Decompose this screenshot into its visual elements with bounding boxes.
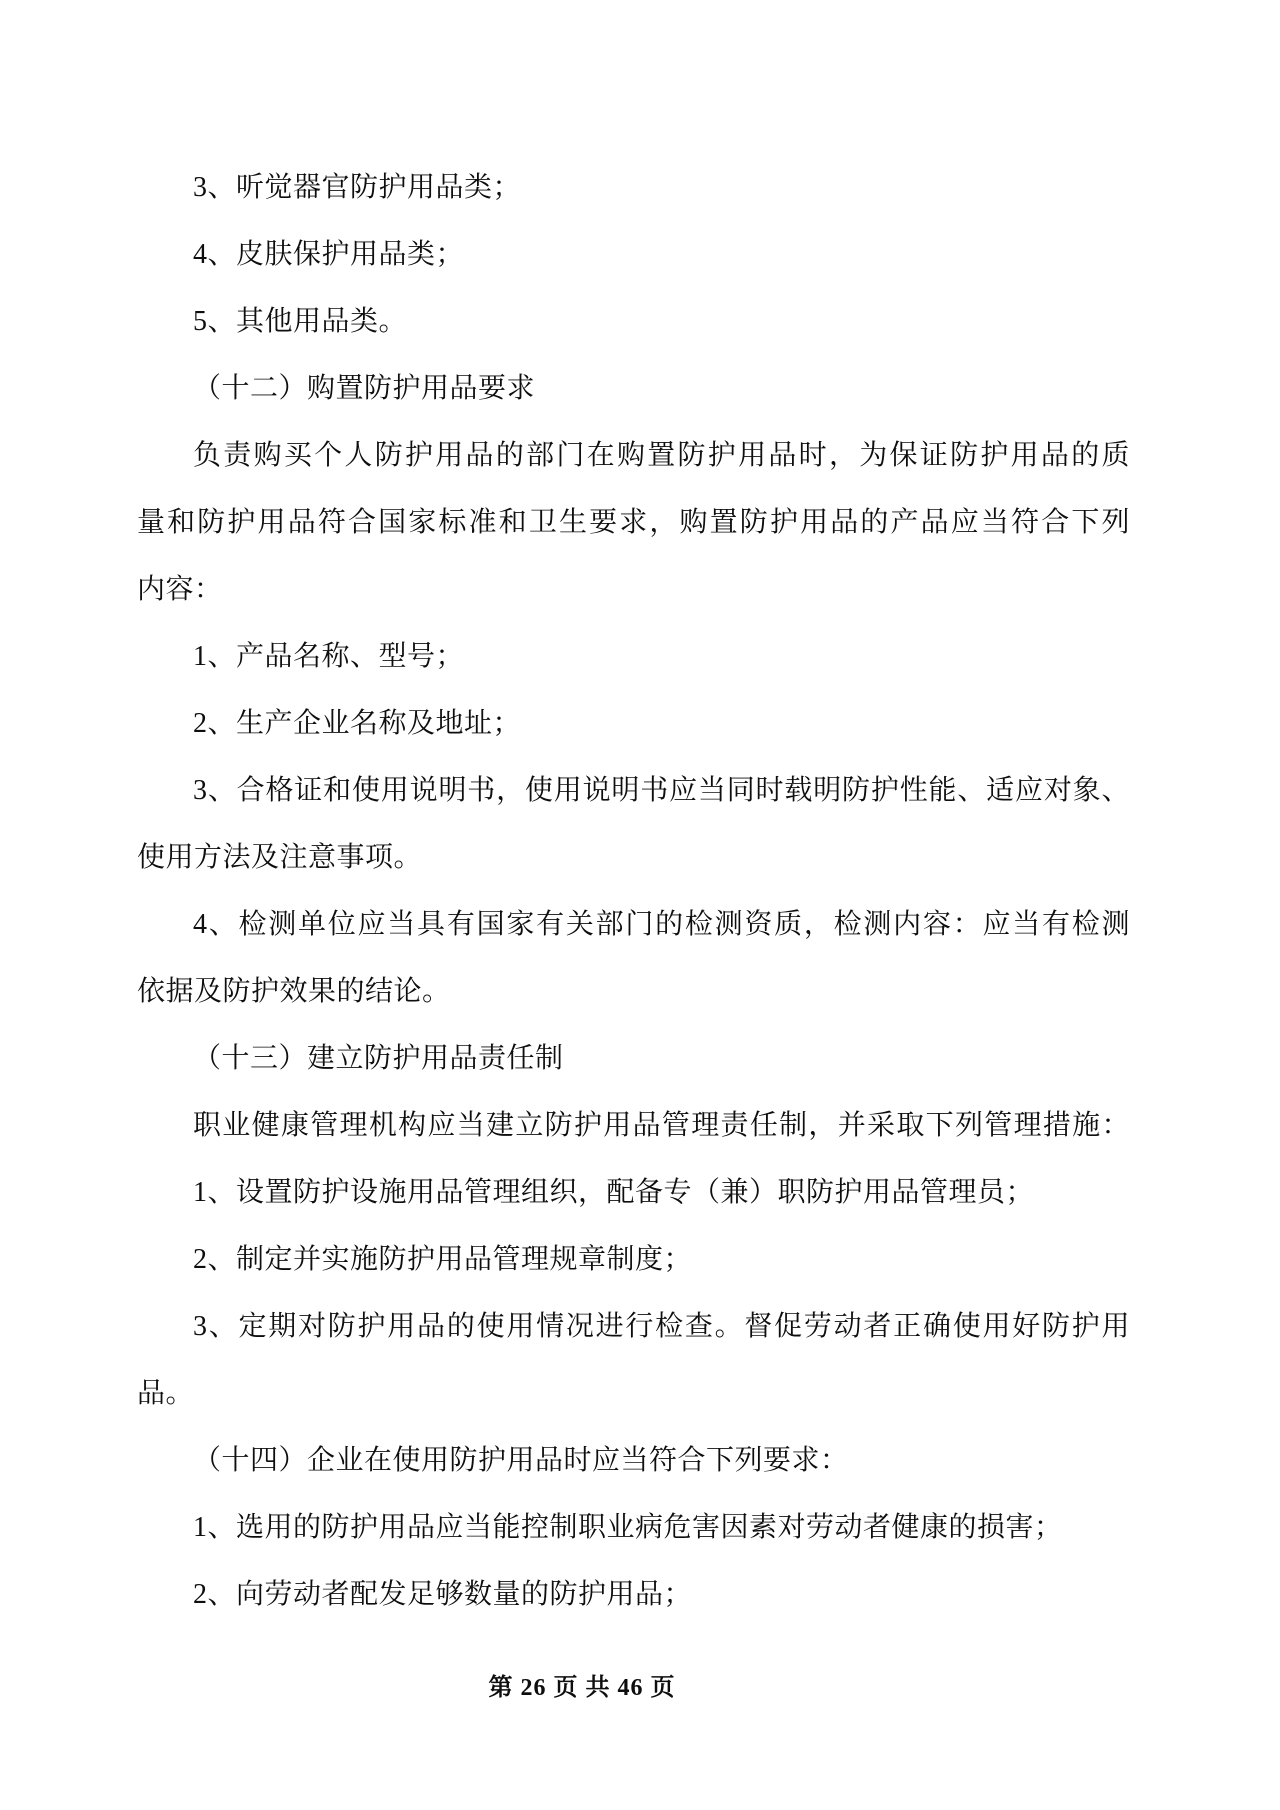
page-footer — [0, 1668, 1164, 1708]
text-line: 内容： — [137, 574, 223, 605]
document-body — [137, 154, 1130, 1628]
text-line: 1、设置防护设施用品管理组织，配备专（兼）职防护用品管理员； — [193, 1177, 1035, 1208]
section-heading: （十二）购置防护用品要求 — [193, 373, 536, 404]
text-line: 2、生产企业名称及地址； — [193, 708, 522, 739]
text-line: 3、合格证和使用说明书，使用说明书应当同时载明防护性能、适应对象、 — [193, 775, 1130, 806]
section-heading: （十三）建立防护用品责任制 — [193, 1043, 564, 1074]
section-heading: （十四）企业在使用防护用品时应当符合下列要求： — [193, 1445, 849, 1476]
text-line: 3、定期对防护用品的使用情况进行检查。督促劳动者正确使用好防护用 — [193, 1311, 1130, 1342]
text-line: 1、选用的防护用品应当能控制职业病危害因素对劳动者健康的损害； — [193, 1512, 1063, 1543]
text-line: 职业健康管理机构应当建立防护用品管理责任制，并采取下列管理措施： — [193, 1110, 1130, 1141]
text-line: 5、其他用品类。 — [193, 306, 408, 337]
text-line: 4、检测单位应当具有国家有关部门的检测资质，检测内容：应当有检测 — [193, 909, 1130, 940]
text-line: 依据及防护效果的结论。 — [137, 976, 451, 1007]
text-line: 品。 — [137, 1378, 195, 1409]
text-line: 1、产品名称、型号； — [193, 641, 465, 672]
text-line: 2、向劳动者配发足够数量的防护用品； — [193, 1579, 693, 1610]
text-line: 2、制定并实施防护用品管理规章制度； — [193, 1244, 693, 1275]
text-line: 3、听觉器官防护用品类； — [193, 172, 522, 203]
text-line: 负责购买个人防护用品的部门在购置防护用品时，为保证防护用品的质 — [193, 440, 1130, 471]
text-line: 4、皮肤保护用品类； — [193, 239, 465, 270]
page-number-label: 第 26 页 共 46 页 — [488, 1675, 676, 1701]
text-line: 使用方法及注意事项。 — [137, 842, 423, 873]
text-line: 量和防护用品符合国家标准和卫生要求，购置防护用品的产品应当符合下列 — [137, 507, 1130, 538]
